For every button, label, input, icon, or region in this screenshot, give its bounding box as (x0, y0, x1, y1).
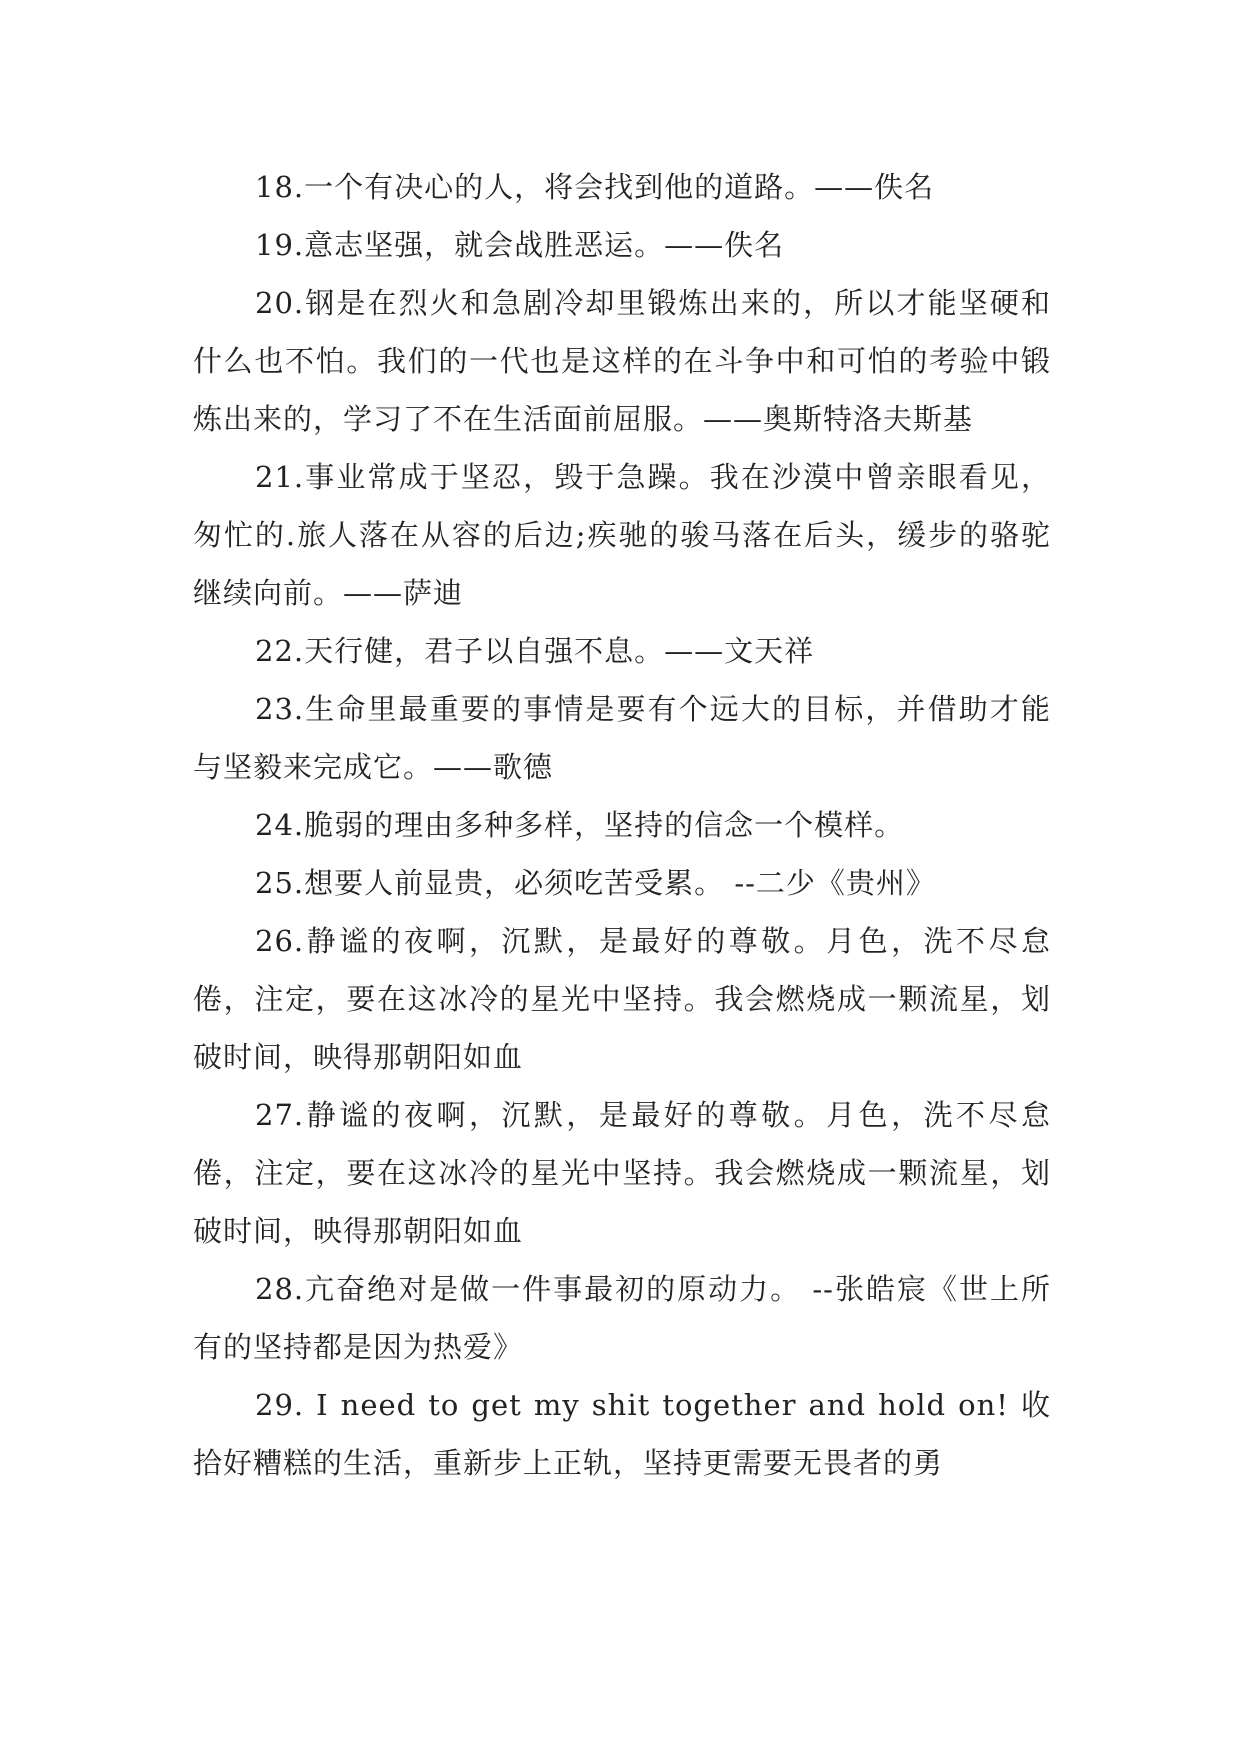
quote-paragraph-21: 21.事业常成于坚忍，毁于急躁。我在沙漠中曾亲眼看见，匆忙的.旅人落在从容的后边;疾驰的骏马落在后头，缓步的骆驼继续向前。——萨迪 (193, 460, 1051, 610)
quote-paragraph-19: 19.意志坚强，就会战胜恶运。——佚名 (255, 228, 785, 262)
quote-paragraph-20: 20.钢是在烈火和急剧冷却里锻炼出来的，所以才能坚硬和什么也不怕。我们的一代也是这样的在斗争中和可怕的考验中锻炼出来的，学习了不在生活面前屈服。——奥斯特洛夫斯基 (193, 286, 1051, 436)
quote-paragraph-29: 29. I need to get my shit together and hold on! 收拾好糟糕的生活，重新步上正轨，坚持更需要无畏者的勇 (193, 1388, 1051, 1480)
quote-paragraph-27: 27.静谧的夜啊，沉默，是最好的尊敬。月色，洗不尽怠倦，注定，要在这冰冷的星光中坚持。我会燃烧成一颗流星，划破时间，映得那朝阳如血 (193, 1098, 1051, 1248)
quote-paragraph-28: 28.亢奋绝对是做一件事最初的原动力。 --张皓宸《世上所有的坚持都是因为热爱》 (193, 1272, 1051, 1364)
quote-paragraph-24: 24.脆弱的理由多种多样，坚持的信念一个模样。 (255, 808, 905, 842)
quote-paragraph-22: 22.天行健，君子以自强不息。——文天祥 (255, 634, 815, 668)
quote-paragraph-18: 18.一个有决心的人，将会找到他的道路。——佚名 (255, 170, 935, 204)
quote-paragraph-23: 23.生命里最重要的事情是要有个远大的目标，并借助才能与坚毅来完成它。——歌德 (193, 692, 1051, 784)
quote-paragraph-25: 25.想要人前显贵，必须吃苦受累。 --二少《贵州》 (255, 866, 936, 900)
quote-paragraph-26: 26.静谧的夜啊，沉默，是最好的尊敬。月色，洗不尽怠倦，注定，要在这冰冷的星光中坚持。我会燃烧成一颗流星，划破时间，映得那朝阳如血 (193, 924, 1051, 1074)
document-body (193, 158, 1051, 1492)
